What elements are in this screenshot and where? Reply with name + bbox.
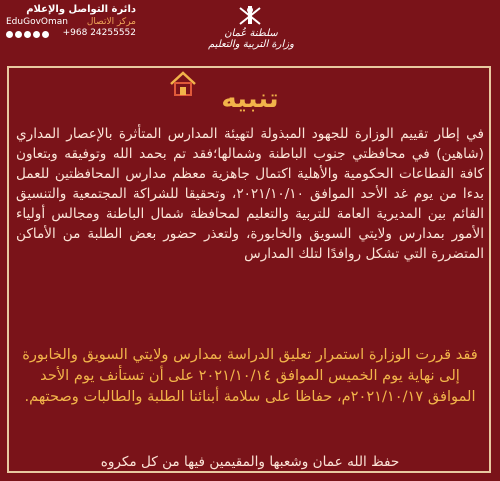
closing-line: حفظ الله عمان وشعبها والمقيمين فيها من كل مكروه	[100, 454, 400, 470]
decision-paragraph	[16, 344, 484, 407]
phone-number[interactable]: +968 24255552	[62, 28, 136, 38]
oman-emblem-icon	[236, 4, 264, 28]
instagram-icon[interactable]	[6, 31, 13, 38]
ministry-name	[196, 28, 306, 50]
snapchat-icon[interactable]	[42, 31, 49, 38]
youtube-icon[interactable]	[24, 31, 31, 38]
ministry-title: وزارة التربية والتعليم	[208, 39, 294, 50]
twitter-icon[interactable]	[15, 31, 22, 38]
notice-title: تنبيه	[221, 84, 279, 114]
social-handle[interactable]: EduGovOman	[6, 17, 68, 27]
notice-paragraph	[16, 124, 484, 264]
notice-body: في إطار تقييم الوزارة للجهود المبذولة لتهيئة المدارس المتأثرة بالإعصار المداري (شاهين) في محافظتي جنوب الباطنة وشمالها؛فقد تم بحمد الله وتوفيقه وبتعاون كافة القطاعات الحكومية والأهلية اكتمال جاهزية معظم مدارس المحافظتين للعمل بدءا من يوم غد الأحد الموافق ٢٠٢١/١٠/١٠، وتحقيقا للشراكة المجتمعية والتنسيق القائم بين المديرية العامة للتربية والتعليم لمحافظة شمال الباطنة ومجالس أولياء الأمور بمدارس ولايتي السويق والخابورة، ولتعذر حضور بعض الطلبة من الأماكن المتضررة التي تشكل روافدًا لتلك المدارس	[16, 126, 485, 262]
contact-center-label: مركز الاتصال	[86, 16, 136, 27]
decision-text: فقد قررت الوزارة استمرار تعليق الدراسة بمدارس ولايتي السويق والخابورة إلى نهاية يوم الخميس الموافق ٢٠٢١/١٠/١٤ على أن تستأنف يوم الأحد الموافق ٢٠٢١/١٠/١٧م، حفاظا على سلامة أبنائنا الطلبة والطالبات وصحتهم.	[22, 346, 478, 405]
social-icons	[6, 31, 49, 38]
country-name: سلطنة عُمان	[224, 28, 278, 39]
facebook-icon[interactable]	[33, 31, 40, 38]
department-name: دائرة التواصل والإعلام	[26, 4, 136, 15]
contact-block	[6, 4, 136, 39]
